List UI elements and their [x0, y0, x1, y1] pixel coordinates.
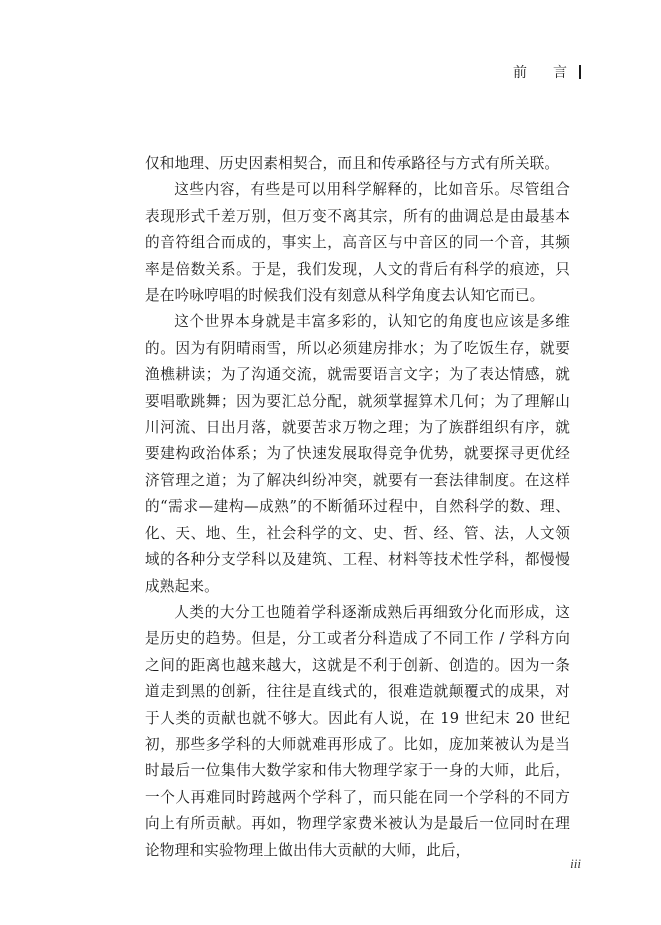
- page-number: iii: [570, 856, 581, 871]
- paragraph: 这个世界本身就是丰富多彩的，认知它的角度也应该是多维的。因为有阴晴雨雪，所以必须建房排水；为了吃饭生存，就要渔樵耕读；为了沟通交流，就需要语言文字；为了表达情感，就要唱歌跳舞；因为要汇总分配，就须掌握算术几何；为了理解山川河流、日出月落，就要苦求万物之理；为了族群组织有序，就要建构政治体系；为了快速发展取得竞争优势，就要探寻更优经济管理之道；为了解决纠纷冲突，就要有一套法律制度。在这样的“需求—建构—成熟”的不断循环过程中，自然科学的数、理、化、天、地、生，社会科学的文、史、哲、经、管、法，人文领域的各种分支学科以及建筑、工程、材料等技术性学科，都慢慢成熟起来。: [145, 313, 570, 595]
- paragraph: 人类的大分工也随着学科逐渐成熟后再细致分化而形成，这是历史的趋势。但是，分工或者分科造成了不同工作 / 学科方向之间的距离也越来越大，这就是不利于创新、创造的。因为一条道走到黑的创新，往往是直线式的，很难造就颠覆式的成果，对于人类的贡献也就不够大。因此有人说，在 19 世纪末 20 世纪初，那些多学科的大师就难再形成了。比如，庞加莱被认为是当时最后一位集伟大数学家和伟大物理学家于一身的大师，此后，一个人再难同时跨越两个学科了，而只能在同一个学科的不同方向上有所贡献。再如，物理学家费米被认为是最后一位同时在理论物理和实验物理上做出伟大贡献的大师，此后，: [145, 603, 570, 859]
- paragraph: 这些内容，有些是可以用科学解释的，比如音乐。尽管组合表现形式千差万别，但万变不离其宗，所有的曲调总是由最基本的音符组合而成的，事实上，高音区与中音区的同一个音，其频率是倍数关系。于是，我们发现，人文的背后有科学的痕迹，只是在吟咏哼唱的时候我们没有刻意从科学角度去认知它而已。: [145, 181, 570, 305]
- body-text: [145, 151, 570, 864]
- header-divider-bar: [579, 65, 581, 79]
- header-title-part2: 言: [553, 65, 567, 81]
- header-title-part1: 前: [513, 65, 527, 81]
- paragraph-continuation: 仅和地理、历史因素相契合，而且和传承路径与方式有所关联。: [145, 155, 560, 172]
- running-header: [513, 62, 581, 82]
